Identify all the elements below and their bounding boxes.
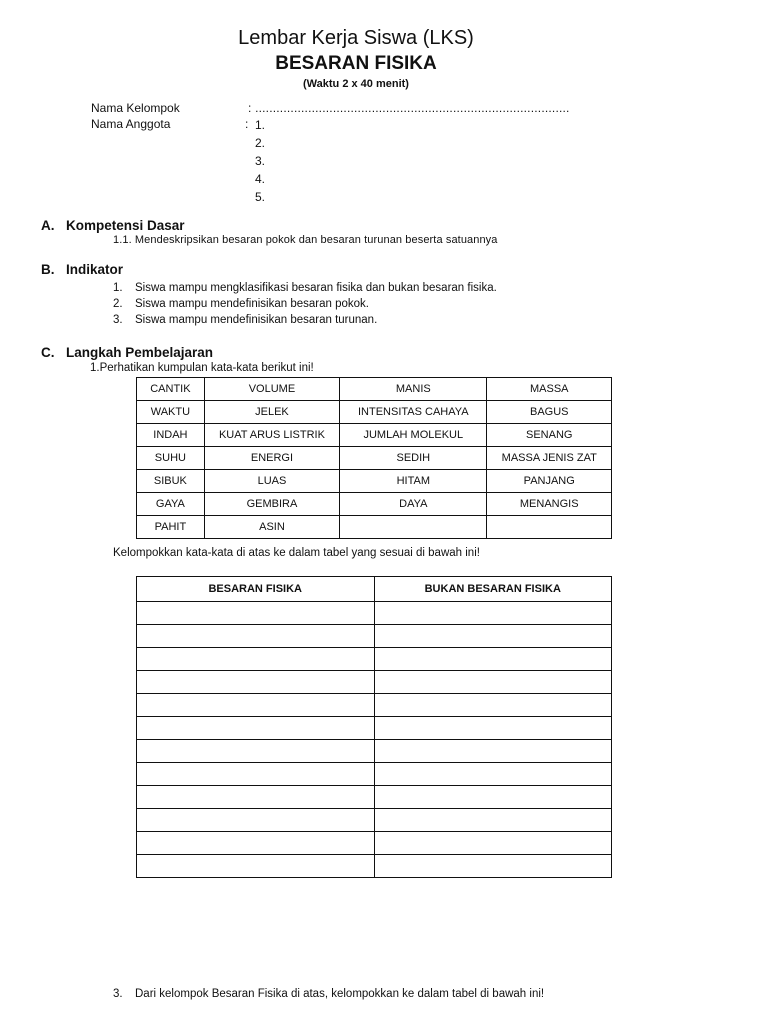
grouping-row — [137, 602, 612, 625]
bukan-besaran-fisika-cell[interactable] — [374, 786, 612, 809]
members-colon: : — [245, 117, 249, 131]
grouping-row — [137, 786, 612, 809]
word-cell: MASSA — [487, 378, 612, 401]
indicator-number: 1. — [113, 282, 123, 294]
members-list — [255, 116, 265, 206]
word-cell: SIBUK — [137, 470, 205, 493]
header-bukan-besaran-fisika: BUKAN BESARAN FISIKA — [374, 577, 612, 602]
word-cell: GEMBIRA — [204, 493, 339, 516]
bukan-besaran-fisika-cell[interactable] — [374, 809, 612, 832]
worksheet-title: Lembar Kerja Siswa (LKS) — [238, 27, 474, 49]
besaran-fisika-cell[interactable] — [137, 809, 375, 832]
bukan-besaran-fisika-cell[interactable] — [374, 740, 612, 763]
word-row — [137, 470, 612, 493]
bukan-besaran-fisika-cell[interactable] — [374, 855, 612, 878]
word-cell: HITAM — [340, 470, 487, 493]
indicator-item — [113, 296, 497, 312]
word-cell: INTENSITAS CAHAYA — [340, 401, 487, 424]
header-besaran-fisika: BESARAN FISIKA — [137, 577, 375, 602]
grouping-row — [137, 832, 612, 855]
word-row — [137, 447, 612, 470]
bukan-besaran-fisika-cell[interactable] — [374, 763, 612, 786]
indicator-text: Siswa mampu mendefinisikan besaran pokok. — [135, 298, 369, 310]
word-cell: INDAH — [137, 424, 205, 447]
instruction-3-text: Dari kelompok Besaran Fisika di atas, kelompokkan ke dalam tabel di bawah ini! — [135, 988, 545, 1000]
besaran-fisika-cell[interactable] — [137, 625, 375, 648]
word-cell: DAYA — [340, 493, 487, 516]
besaran-fisika-cell[interactable] — [137, 648, 375, 671]
word-row — [137, 493, 612, 516]
word-cell: CANTIK — [137, 378, 205, 401]
grouping-header-row — [137, 577, 612, 602]
grouping-row — [137, 763, 612, 786]
besaran-fisika-cell[interactable] — [137, 694, 375, 717]
word-cell: KUAT ARUS LISTRIK — [204, 424, 339, 447]
word-cell: ASIN — [204, 516, 339, 539]
competency-text: 1.1. Mendeskripsikan besaran pokok dan besaran turunan beserta satuannya — [113, 234, 498, 246]
indicator-list — [113, 280, 497, 328]
section-b-title: Indikator — [66, 262, 124, 277]
word-row — [137, 401, 612, 424]
grouping-row — [137, 855, 612, 878]
besaran-fisika-cell[interactable] — [137, 763, 375, 786]
indicator-item — [113, 280, 497, 296]
word-cell: JUMLAH MOLEKUL — [340, 424, 487, 447]
besaran-fisika-cell[interactable] — [137, 855, 375, 878]
member-line[interactable]: 5. — [255, 190, 266, 204]
indicator-number: 3. — [113, 314, 123, 326]
word-cell: MANIS — [340, 378, 487, 401]
word-cell: VOLUME — [204, 378, 339, 401]
word-cell: SEDIH — [340, 447, 487, 470]
indicator-text: Siswa mampu mendefinisikan besaran turunan. — [135, 314, 378, 326]
grouping-row — [137, 648, 612, 671]
word-cell: BAGUS — [487, 401, 612, 424]
member-line[interactable]: 2. — [255, 136, 266, 150]
word-row — [137, 378, 612, 401]
word-cell — [340, 516, 487, 539]
grouping-row — [137, 625, 612, 648]
indicator-text: Siswa mampu mengklasifikasi besaran fisika dan bukan besaran fisika. — [135, 282, 497, 294]
word-table — [136, 377, 612, 539]
grouping-row — [137, 809, 612, 832]
bukan-besaran-fisika-cell[interactable] — [374, 625, 612, 648]
instruction-1: 1.Perhatikan kumpulan kata-kata berikut ini! — [90, 362, 314, 374]
word-cell — [487, 516, 612, 539]
bukan-besaran-fisika-cell[interactable] — [374, 717, 612, 740]
besaran-fisika-cell[interactable] — [137, 602, 375, 625]
worksheet-time: (Waktu 2 x 40 menit) — [303, 78, 409, 90]
besaran-fisika-cell[interactable] — [137, 671, 375, 694]
group-name-field[interactable]: : ......................................................................................... — [248, 101, 570, 115]
grouping-row — [137, 671, 612, 694]
section-c-number: C. — [41, 345, 55, 360]
word-cell: GAYA — [137, 493, 205, 516]
word-cell: SENANG — [487, 424, 612, 447]
member-line[interactable]: 4. — [255, 172, 266, 186]
bukan-besaran-fisika-cell[interactable] — [374, 832, 612, 855]
word-cell: SUHU — [137, 447, 205, 470]
section-a-heading — [41, 218, 185, 233]
bukan-besaran-fisika-cell[interactable] — [374, 671, 612, 694]
instruction-3 — [113, 988, 544, 1000]
member-line[interactable]: 1. — [255, 118, 266, 132]
word-cell: PAHIT — [137, 516, 205, 539]
bukan-besaran-fisika-cell[interactable] — [374, 694, 612, 717]
word-cell: WAKTU — [137, 401, 205, 424]
members-label: Nama Anggota — [91, 117, 171, 131]
word-row — [137, 516, 612, 539]
member-line[interactable]: 3. — [255, 154, 266, 168]
grouping-row — [137, 694, 612, 717]
grouping-row — [137, 717, 612, 740]
section-b-heading — [41, 262, 123, 277]
grouping-table — [136, 576, 612, 878]
indicator-number: 2. — [113, 298, 123, 310]
word-cell: MENANGIS — [487, 493, 612, 516]
worksheet-subtitle: BESARAN FISIKA — [275, 53, 437, 74]
word-cell: PANJANG — [487, 470, 612, 493]
section-a-title: Kompetensi Dasar — [66, 218, 185, 233]
instruction-2: Kelompokkan kata-kata di atas ke dalam tabel yang sesuai di bawah ini! — [113, 547, 480, 559]
indicator-item — [113, 312, 497, 328]
besaran-fisika-cell[interactable] — [137, 832, 375, 855]
section-c-heading — [41, 345, 213, 360]
besaran-fisika-cell[interactable] — [137, 717, 375, 740]
instruction-3-number: 3. — [113, 988, 123, 1000]
word-cell: LUAS — [204, 470, 339, 493]
word-cell: MASSA JENIS ZAT — [487, 447, 612, 470]
word-cell: ENERGI — [204, 447, 339, 470]
bukan-besaran-fisika-cell[interactable] — [374, 602, 612, 625]
bukan-besaran-fisika-cell[interactable] — [374, 648, 612, 671]
word-row — [137, 424, 612, 447]
word-cell: JELEK — [204, 401, 339, 424]
group-name-label: Nama Kelompok — [91, 101, 180, 115]
besaran-fisika-cell[interactable] — [137, 740, 375, 763]
section-b-number: B. — [41, 262, 55, 277]
besaran-fisika-cell[interactable] — [137, 786, 375, 809]
section-c-title: Langkah Pembelajaran — [66, 345, 214, 360]
section-a-number: A. — [41, 218, 55, 233]
grouping-row — [137, 740, 612, 763]
